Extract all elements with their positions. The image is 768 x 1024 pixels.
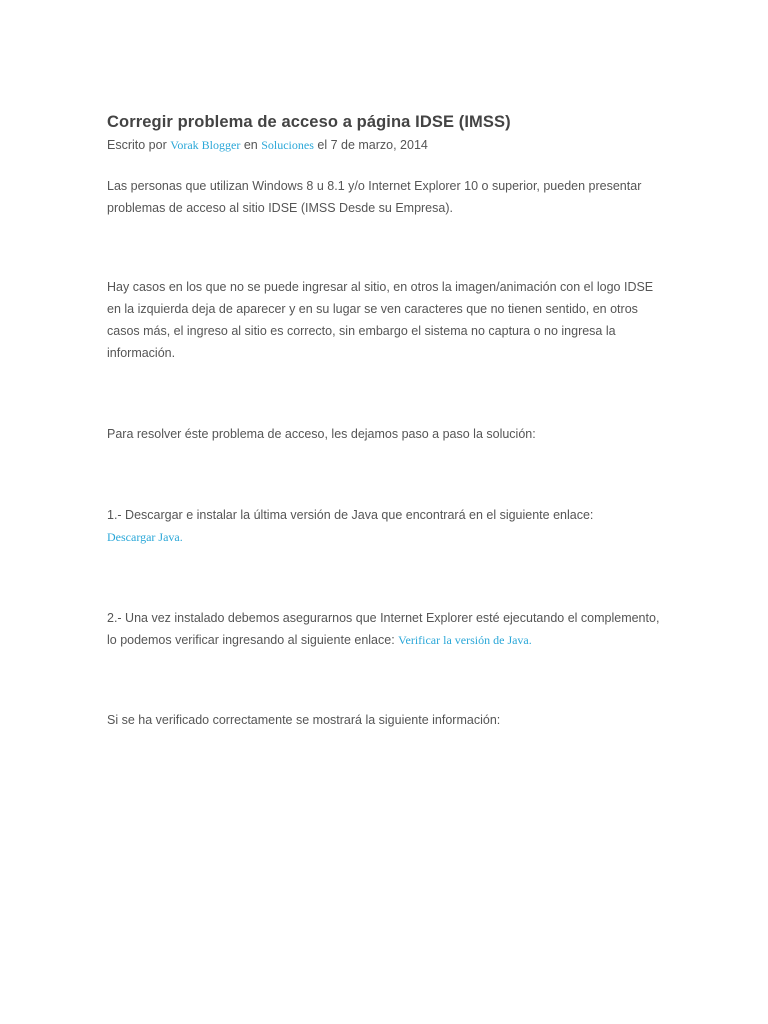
step-2-text: 2.- Una vez instalado debemos asegurarnos que Internet Explorer esté ejecutando el complemento, lo podemos verificar ingresando al siguiente enlace: [107, 611, 660, 647]
verify-java-link[interactable]: Verificar la versión de Java. [398, 633, 532, 647]
category-link[interactable]: Soluciones [261, 138, 314, 152]
article-meta [107, 136, 667, 154]
paragraph-solution-intro: Para resolver éste problema de acceso, les dejamos paso a paso la solución: [107, 427, 536, 441]
paragraph-symptoms: Hay casos en los que no se puede ingresar al sitio, en otros la imagen/animación con el logo IDSE en la izquierda deja de aparecer y en su lugar se ven caracteres que no tienen sentido, en otros casos más, el ingreso al sitio es correcto, sin embargo el sistema no captura o no ingresa la información. [107, 280, 654, 360]
article-title: Corregir problema de acceso a página IDSE (IMSS) [107, 113, 511, 131]
paragraph-verification: Si se ha verificado correctamente se mostrará la siguiente información: [107, 713, 501, 727]
step-1-text: 1.- Descargar e instalar la última versión de Java que encontrará en el siguiente enlace: [107, 508, 594, 522]
paragraph-intro: Las personas que utilizan Windows 8 u 8.1 y/o Internet Explorer 10 o superior, pueden presentar problemas de acceso al sitio IDSE (IMSS Desde su Empresa). [107, 179, 642, 215]
author-link[interactable]: Vorak Blogger [170, 138, 241, 152]
paragraph-step-2 [107, 607, 667, 651]
publish-date: el 7 de marzo, 2014 [317, 138, 428, 152]
download-java-link[interactable]: Descargar Java. [107, 530, 183, 544]
paragraph-step-1 [107, 504, 593, 548]
written-by-label: Escrito por [107, 138, 167, 152]
article [107, 111, 667, 727]
in-label: en [243, 138, 258, 152]
